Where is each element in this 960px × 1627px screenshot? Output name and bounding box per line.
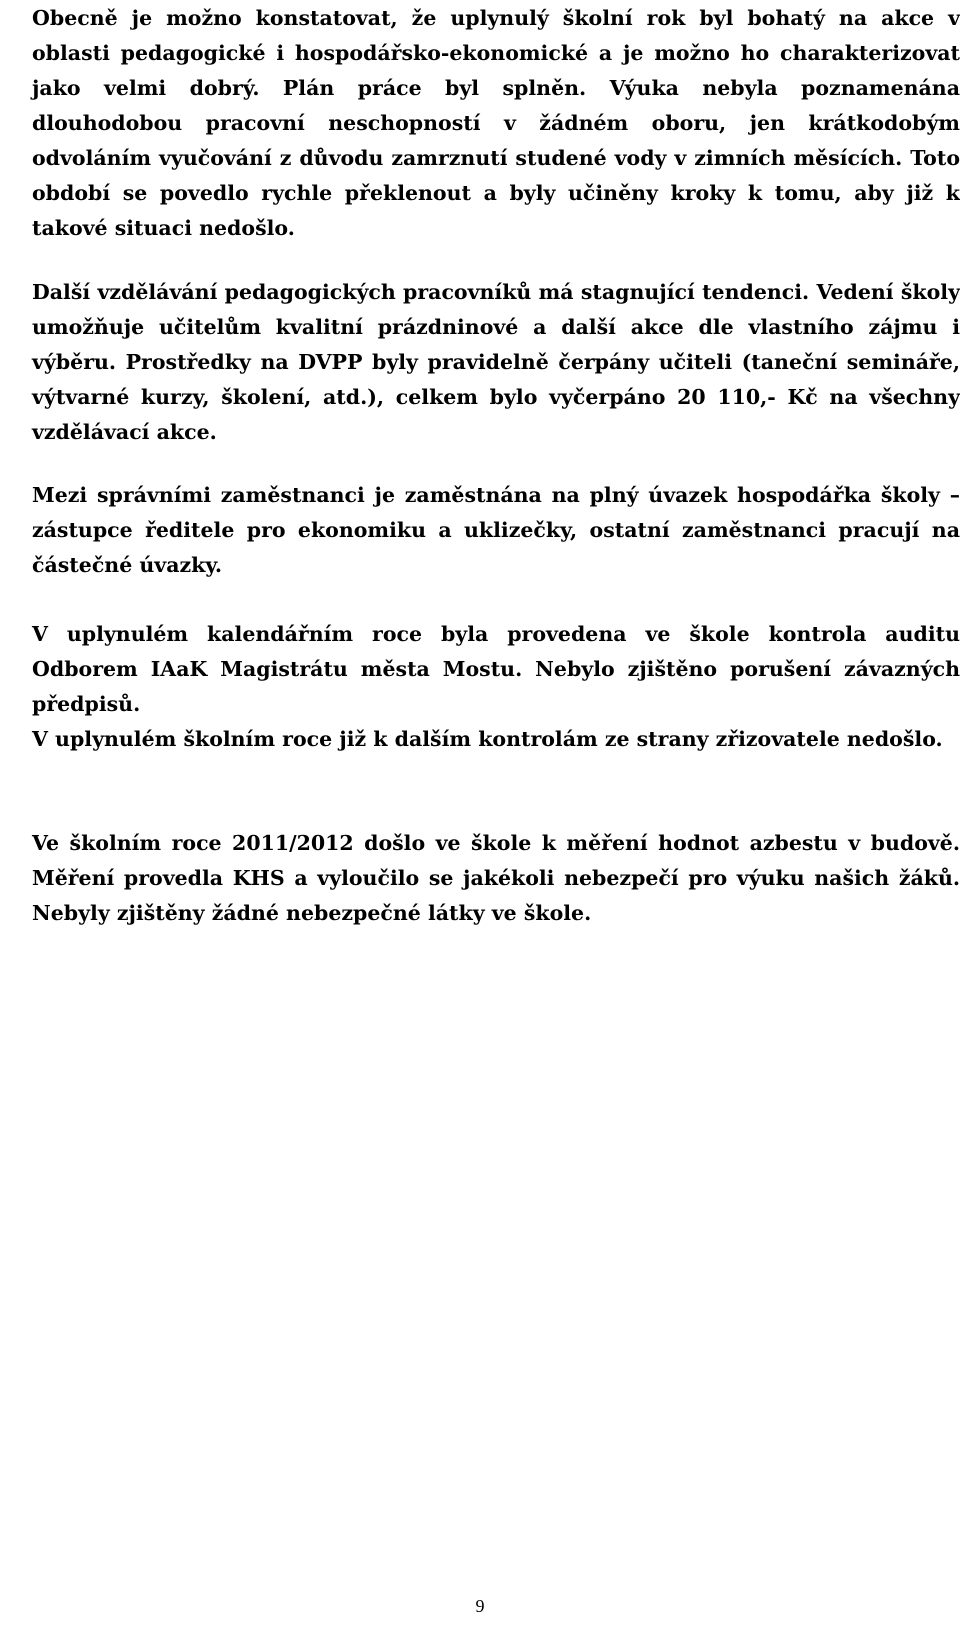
paragraph-school-year-summary: Obecně je možno konstatovat, že uplynulý školní rok byl bohatý na akce v oblasti pedagogické i hospodářsko-ekonomické a je možno ho charakterizovat jako velmi dobrý. Plán práce byl splněn. Výuka nebyla poznamenána dlouhodobou pracovní neschopností v žádném oboru, jen krátkodobým odvoláním vyučování z důvodu zamrznutí studené vody v zimních měsících. Toto období se povedlo rychle překlenout a byly učiněny kroky k tomu, aby již k takové situaci nedošlo.	[32, 6, 960, 240]
paragraph-audit-inspection: V uplynulém kalendářním roce byla provedena ve škole kontrola auditu Odborem IAaK Magistrátu města Mostu. Nebylo zjištěno porušení závazných předpisů.	[32, 622, 960, 716]
paragraph-asbestos-measurement: Ve školním roce 2011/2012 došlo ve škole k měření hodnot azbestu v budově. Měření provedla KHS a vyloučilo se jakékoli nebezpečí pro výuku našich žáků. Nebyly zjištěny žádné nebezpečné látky ve škole.	[32, 831, 960, 925]
paragraph-administrative-staff: Mezi správními zaměstnanci je zaměstnána na plný úvazek hospodářka školy – zástupce ředitele pro ekonomiku a uklizečky, ostatní zaměstnanci pracují na částečné úvazky.	[32, 483, 960, 577]
paragraph-founder-inspections: V uplynulém školním roce již k dalším kontrolám ze strany zřizovatele nedošlo.	[32, 727, 943, 751]
paragraph-teacher-training: Další vzdělávání pedagogických pracovníků má stagnující tendenci. Vedení školy umožňuje učitelům kvalitní prázdninové a další akce dle vlastního zájmu i výběru. Prostředky na DVPP byly pravidelně čerpány učiteli (taneční semináře, výtvarné kurzy, školení, atd.), celkem bylo vyčerpáno 20 110,- Kč na všechny vzdělávací akce.	[32, 280, 960, 444]
page-number: 9	[475, 1596, 485, 1616]
